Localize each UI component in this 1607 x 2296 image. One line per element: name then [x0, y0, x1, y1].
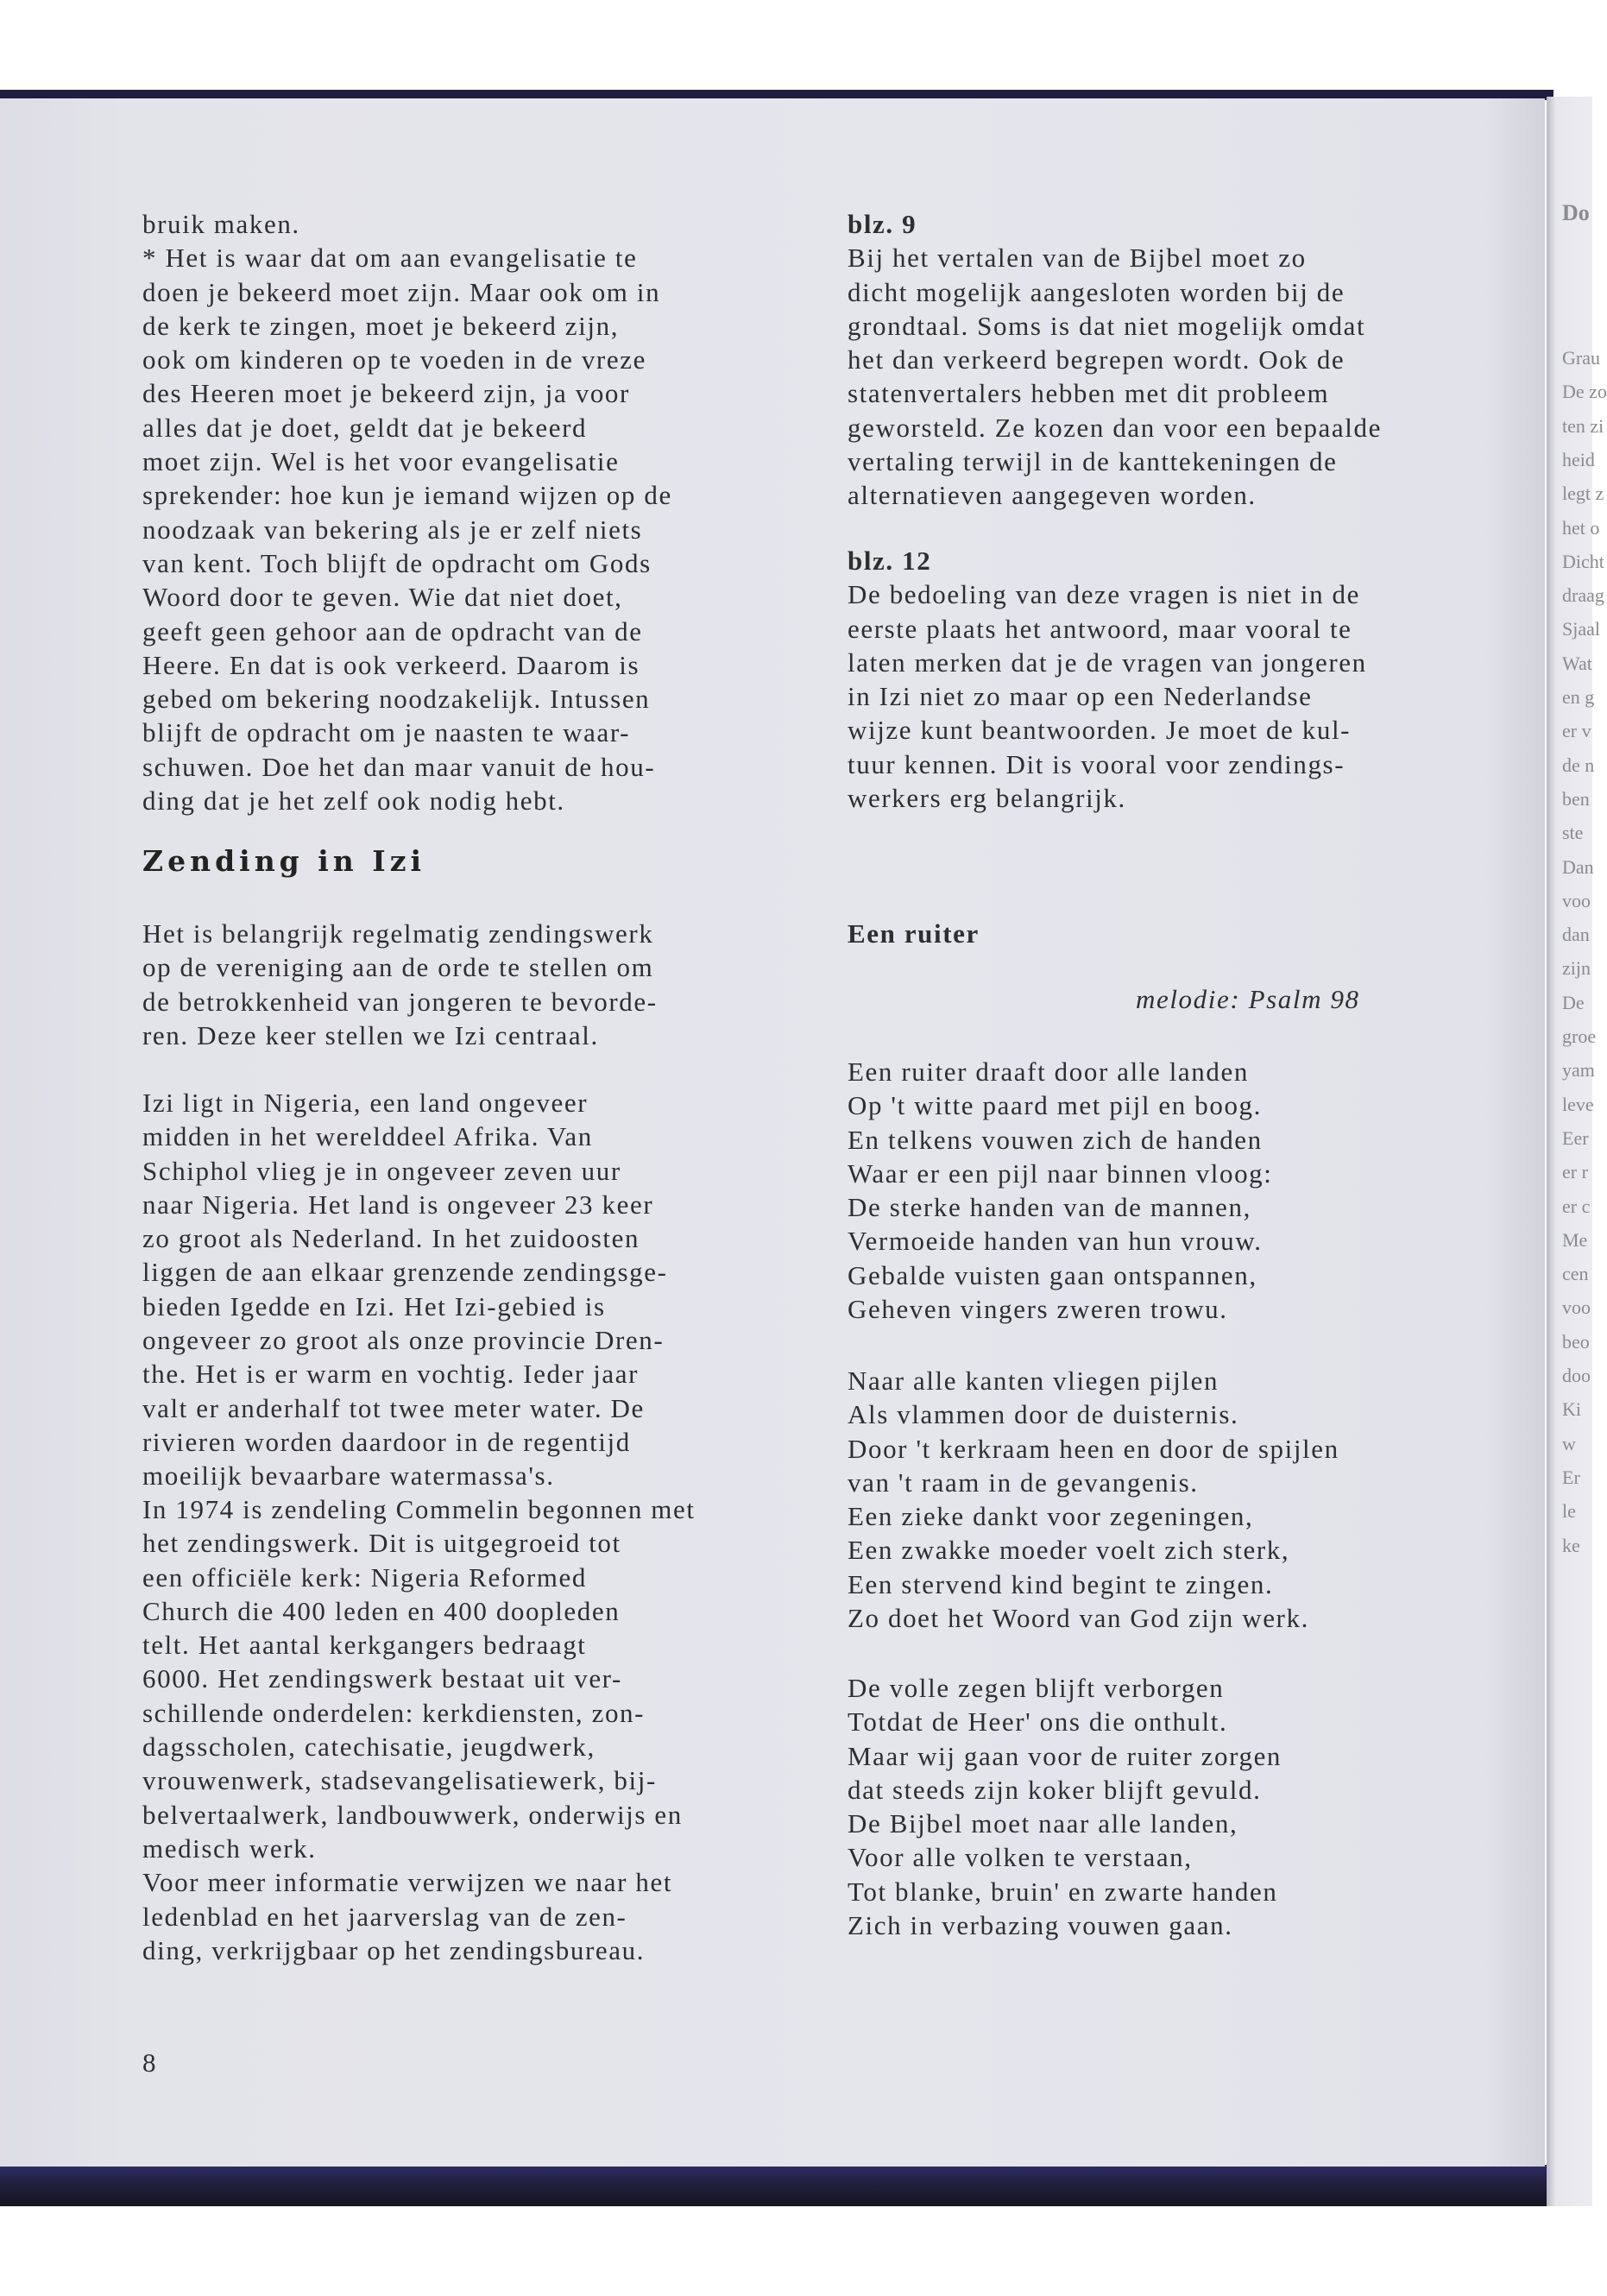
text-line: Vermoeide handen van hun vrouw.	[848, 1226, 1263, 1257]
text-line: medisch werk.	[142, 1832, 317, 1864]
next-page-fragment: Dan	[1562, 855, 1594, 878]
text-line: Voor meer informatie verwijzen we naar het	[142, 1867, 673, 1898]
text-line: in Izi niet zo maar op een Nederlandse	[848, 681, 1313, 712]
next-page-fragment: Wat	[1562, 652, 1592, 674]
intro-paragraph	[142, 917, 658, 1052]
text-line: Een zwakke moeder voelt zich sterk,	[848, 1535, 1290, 1566]
text-line: een officiële kerk: Nigeria Reformed	[142, 1561, 587, 1593]
text-line: rivieren worden daardoor in de regentijd	[142, 1426, 631, 1457]
text-line: bruik maken.	[142, 209, 300, 239]
note-blz-9	[848, 207, 1382, 513]
text-line: statenvertalers hebben met dit probleem	[848, 378, 1330, 409]
note-body	[848, 241, 1382, 512]
text-line: de betrokkenheid van jongeren te bevorde-	[142, 986, 658, 1017]
next-page-fragment: draag	[1562, 584, 1604, 607]
next-page-fragment: Ki	[1562, 1398, 1581, 1421]
text-line: De Bijbel moet naar alle landen,	[848, 1808, 1238, 1839]
next-page-fragment: Sjaal	[1562, 618, 1600, 640]
next-page-fragment: en g	[1562, 686, 1595, 708]
text-line: Waar er een pijl naar binnen vloog:	[848, 1157, 1273, 1189]
note-body	[848, 577, 1367, 815]
next-page-fragment: voo	[1562, 889, 1591, 911]
text-line: des Heeren moet je bekeerd zijn, ja voor	[142, 378, 630, 409]
text-line: grondtaal. Soms is dat niet mogelijk omdat	[848, 310, 1366, 341]
text-line: Gebalde vuisten gaan ontspannen,	[848, 1259, 1257, 1290]
text-line: Het is belangrijk regelmatig zendingswerk	[142, 918, 654, 949]
next-page-fragment: Grau	[1562, 347, 1600, 369]
text-line: moet zijn. Wel is het voor evangelisatie	[142, 446, 620, 477]
next-page-fragment: groe	[1562, 1025, 1597, 1047]
text-line: werkers erg belangrijk.	[848, 783, 1126, 814]
text-line: vertaling terwijl in de kanttekeningen de	[848, 446, 1338, 477]
next-page-fragment: doo	[1562, 1365, 1591, 1386]
text-line: het zendingswerk. Dit is uitgegroeid tot	[142, 1528, 621, 1559]
text-line: telt. Het aantal kerkgangers bedraagt	[142, 1630, 587, 1661]
text-line: Schiphol vlieg je in ongeveer zeven uur	[142, 1155, 621, 1186]
next-page-fragment: er r	[1562, 1161, 1588, 1183]
text-line: dicht mogelijk aangesloten worden bij de	[848, 276, 1345, 307]
text-line: Een zieke dankt voor zegeningen,	[848, 1501, 1254, 1532]
text-line: Een ruiter draaft door alle landen	[848, 1057, 1249, 1087]
text-line: De bedoeling van deze vragen is niet in de	[848, 579, 1361, 610]
text-line: ren. Deze keer stellen we Izi centraal.	[142, 1019, 599, 1050]
text-line: moeilijk bevaarbare watermassa's.	[142, 1460, 555, 1492]
next-page-fragment: zijn	[1562, 957, 1591, 980]
next-page-fragment: de n	[1562, 754, 1595, 776]
text-line: gebed om bekering noodzakelijk. Intussen	[142, 684, 651, 715]
text-line: naar Nigeria. Het land is ongeveer 23 keer	[142, 1189, 654, 1220]
song-verse-3	[848, 1671, 1282, 1942]
text-line: Naar alle kanten vliegen pijlen	[848, 1366, 1219, 1396]
text-line: midden in het werelddeel Afrika. Van	[142, 1121, 593, 1152]
next-page-fragment: dan	[1562, 924, 1590, 946]
text-line: Op 't witte paard met pijl en boog.	[848, 1090, 1262, 1121]
next-page-fragment: er c	[1562, 1195, 1591, 1217]
text-line: De volle zegen blijft verborgen	[848, 1673, 1225, 1703]
text-line: schuwen. Doe het dan maar vanuit de hou-	[142, 751, 656, 782]
text-line: laten merken dat je de vragen van jongeren	[848, 647, 1367, 678]
text-line: belvertaalwerk, landbouwwerk, onderwijs en	[142, 1799, 683, 1830]
next-page-fragment: leve	[1562, 1093, 1594, 1115]
text-line: valt er anderhalf tot twee meter water. De	[142, 1392, 645, 1423]
text-line: geworsteld. Ze kozen dan voor een bepaalde	[848, 412, 1382, 443]
text-line: wijze kunt beantwoorden. Je moet de kul-	[848, 715, 1352, 746]
text-line: bieden Igedde en Izi. Het Izi-gebied is	[142, 1290, 606, 1321]
note-heading: blz. 9	[848, 209, 917, 239]
text-line: alles dat je doet, geldt dat je bekeerd	[142, 412, 588, 443]
text-line: Door 't kerkraam heen en door de spijlen	[848, 1433, 1339, 1464]
izi-paragraph	[142, 1086, 668, 1493]
text-line: Izi ligt in Nigeria, een land ongeveer	[142, 1088, 589, 1118]
text-line: Totdat de Heer' ons die onthult.	[848, 1706, 1228, 1738]
next-page-fragment: voo	[1562, 1296, 1591, 1319]
continuation-text	[142, 207, 672, 817]
next-page-fragment: ke	[1562, 1534, 1580, 1556]
song-title: Een ruiter	[848, 918, 980, 949]
text-line: Zich in verbazing vouwen gaan.	[848, 1910, 1233, 1941]
next-page-fragment: legt z	[1562, 483, 1604, 505]
text-line: het dan verkeerd begrepen wordt. Ook de	[848, 344, 1345, 375]
text-line: ook om kinderen op te voeden in de vreze	[142, 344, 646, 375]
text-line: the. Het is er warm en vochtig. Ieder jaar	[142, 1359, 640, 1390]
text-line: blijft de opdracht om je naasten te waar-	[142, 717, 631, 748]
text-line: Woord door te geven. Wie dat niet doet,	[142, 582, 623, 613]
next-page-fragment: Do	[1562, 200, 1590, 225]
next-page-fragment: Me	[1562, 1228, 1588, 1251]
song-verse-2	[848, 1364, 1339, 1635]
text-line: ledenblad en het jaarverslag van de zen-	[142, 1901, 627, 1932]
text-line: En telkens vouwen zich de handen	[848, 1124, 1263, 1155]
text-line: de kerk te zingen, moet je bekeerd zijn,	[142, 310, 620, 341]
text-line: doen je bekeerd moet zijn. Maar ook om in	[142, 276, 661, 307]
next-page-fragment: Dicht	[1562, 550, 1604, 572]
song-melody: melodie: Psalm 98	[1136, 984, 1360, 1014]
next-page-fragment: De	[1562, 991, 1585, 1013]
text-line: zo groot als Nederland. In het zuidoosten	[142, 1223, 640, 1254]
text-line: noodzaak van bekering als je er zelf niets	[142, 514, 643, 545]
text-line: liggen de aan elkaar grenzende zendingsge-	[142, 1257, 668, 1288]
text-line: Church die 400 leden en 400 doopleden	[142, 1595, 621, 1626]
next-page-fragment: yam	[1562, 1059, 1595, 1082]
text-line: Als vlammen door de duisternis.	[848, 1399, 1239, 1430]
text-line: Voor alle volken te verstaan,	[848, 1842, 1193, 1873]
next-page-fragment: w	[1562, 1432, 1576, 1454]
text-line: Bij het vertalen van de Bijbel moet zo	[848, 243, 1307, 274]
book-cover-bottom-edge	[0, 2165, 1553, 2206]
next-page-fragment: le	[1562, 1500, 1576, 1523]
text-line: ongeveer zo groot als onze provincie Dren-	[142, 1325, 665, 1356]
next-page-fragment: ben	[1562, 787, 1590, 810]
next-page-fragment: het o	[1562, 516, 1600, 539]
next-page-fragment: beo	[1562, 1330, 1590, 1353]
text-line: In 1974 is zendeling Commelin begonnen met	[142, 1494, 696, 1524]
next-page-fragment: cen	[1562, 1263, 1589, 1285]
text-line: alternatieven aangegeven worden.	[848, 480, 1257, 511]
next-page-fragment: Er	[1562, 1466, 1580, 1488]
text-line: eerste plaats het antwoord, maar vooral te	[848, 613, 1352, 644]
next-page-fragment: ten zi	[1562, 414, 1604, 437]
note-heading: blz. 12	[848, 546, 932, 576]
text-line: * Het is waar dat om aan evangelisatie te	[142, 243, 638, 274]
text-line: tuur kennen. Dit is vooral voor zendings-	[848, 748, 1345, 779]
text-line: Heere. En dat is ook verkeerd. Daarom is	[142, 649, 640, 680]
text-line: vrouwenwerk, stadsevangelisatiewerk, bij-	[142, 1765, 657, 1796]
text-line: De sterke handen van de mannen,	[848, 1192, 1251, 1223]
next-page-fragment: Eer	[1562, 1126, 1589, 1149]
next-page-fragment: er v	[1562, 720, 1591, 742]
mission-paragraph	[142, 1492, 696, 1967]
text-line: ding, verkrijgbaar op het zendingsbureau.	[142, 1934, 646, 1965]
text-line: Een stervend kind begint te zingen.	[848, 1568, 1274, 1599]
text-line: schillende onderdelen: kerkdiensten, zon-	[142, 1697, 646, 1728]
next-page-edge	[1547, 97, 1607, 2206]
text-line: Maar wij gaan voor de ruiter zorgen	[848, 1740, 1282, 1771]
text-line: geeft geen gehoor aan de opdracht van de	[142, 615, 643, 647]
next-page-fragment: heid	[1562, 448, 1595, 470]
next-page-fragment: De zo	[1562, 381, 1607, 403]
song-verse-1	[848, 1055, 1273, 1326]
text-line: 6000. Het zendingswerk bestaat uit ver-	[142, 1663, 622, 1694]
text-line: van kent. Toch blijft de opdracht om Gods	[142, 547, 652, 578]
text-line: Tot blanke, bruin' en zwarte handen	[848, 1876, 1278, 1907]
section-title: Zending in Izi	[142, 844, 425, 878]
note-blz-12	[848, 544, 1367, 815]
next-page-fragment: ste	[1562, 822, 1584, 844]
text-line: van 't raam in de gevangenis.	[848, 1467, 1199, 1498]
text-line: sprekender: hoe kun je iemand wijzen op de	[142, 480, 672, 511]
text-line: Geheven vingers zweren trowu.	[848, 1294, 1228, 1325]
page-number: 8	[142, 2047, 156, 2078]
text-line: dagsscholen, catechisatie, jeugdwerk,	[142, 1731, 596, 1763]
text-line: dat steeds zijn koker blijft gevuld.	[848, 1774, 1262, 1805]
text-line: Zo doet het Woord van God zijn werk.	[848, 1603, 1309, 1634]
text-line: ding dat je het zelf ook nodig hebt.	[142, 785, 565, 817]
text-line: op de vereniging aan de orde te stellen om	[142, 952, 654, 983]
